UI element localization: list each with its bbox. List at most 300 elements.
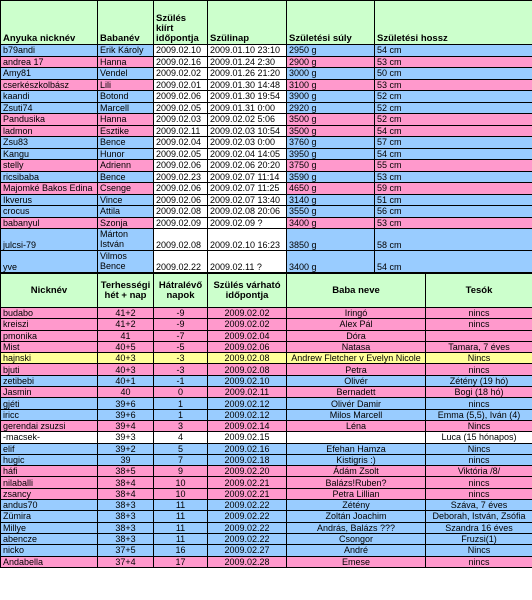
birth-cell[interactable]: 2009.02.11 ? bbox=[208, 251, 287, 273]
expecting-cell[interactable]: 39+3 bbox=[98, 432, 154, 443]
expecting-cell[interactable]: Zoltán Joachim bbox=[287, 511, 426, 522]
birth-cell[interactable]: 2009.02.06 bbox=[154, 91, 208, 103]
expecting-cell[interactable]: 2009.02.20 bbox=[208, 466, 287, 477]
expecting-cell[interactable]: háfi bbox=[1, 466, 98, 477]
birth-cell[interactable]: 2009.01.30 19:54 bbox=[208, 91, 287, 103]
birth-cell[interactable]: Hanna bbox=[98, 114, 154, 126]
expecting-cell[interactable]: 2009.02.08 bbox=[208, 364, 287, 375]
birth-row bbox=[1, 45, 532, 57]
birth-cell[interactable]: 3900 g bbox=[287, 91, 375, 103]
expecting-row bbox=[1, 454, 532, 465]
birth-row bbox=[1, 125, 532, 137]
expecting-cell[interactable]: 38+3 bbox=[98, 522, 154, 533]
expecting-cell[interactable]: gjéti bbox=[1, 398, 98, 409]
expecting-cell[interactable]: 2009.02.02 bbox=[208, 319, 287, 330]
expecting-cell[interactable]: 39+6 bbox=[98, 398, 154, 409]
birth-cell[interactable]: 51 cm bbox=[375, 194, 532, 206]
birth-cell[interactable]: Csenge bbox=[98, 183, 154, 195]
birth-cell[interactable]: Hanna bbox=[98, 56, 154, 68]
expecting-cell[interactable]: Petra Lillian bbox=[287, 488, 426, 499]
expecting-cell[interactable]: 2009.02.21 bbox=[208, 488, 287, 499]
birth-row bbox=[1, 160, 532, 172]
expecting-cell[interactable]: Luca (15 hónapos) bbox=[426, 432, 532, 443]
birth-cell[interactable]: Pandusika bbox=[1, 114, 98, 126]
expecting-row bbox=[1, 443, 532, 454]
expecting-cell[interactable]: Deborah, István, Zsófia bbox=[426, 511, 532, 522]
expecting-cell[interactable]: 40+1 bbox=[98, 375, 154, 386]
birth-cell[interactable]: 3550 g bbox=[287, 206, 375, 218]
expecting-cell[interactable]: andus70 bbox=[1, 500, 98, 511]
birth-cell[interactable]: Bence bbox=[98, 137, 154, 149]
birth-cell[interactable]: Amy81 bbox=[1, 68, 98, 80]
expecting-cell[interactable]: nilaballi bbox=[1, 477, 98, 488]
expecting-cell[interactable]: Millye bbox=[1, 522, 98, 533]
expecting-cell[interactable]: 2009.02.12 bbox=[208, 398, 287, 409]
birth-cell[interactable]: cserkészkolbász bbox=[1, 79, 98, 91]
expecting-cell[interactable]: 11 bbox=[154, 500, 208, 511]
birth-cell[interactable]: b79andi bbox=[1, 45, 98, 57]
birth-row bbox=[1, 183, 532, 195]
birth-cell[interactable]: 2009.02.23 bbox=[154, 171, 208, 183]
expecting-row bbox=[1, 477, 532, 488]
expecting-row bbox=[1, 522, 532, 533]
expecting-cell[interactable]: nincs bbox=[426, 364, 532, 375]
births-table bbox=[0, 0, 532, 273]
header-pregnancy-week[interactable]: Terhességi hét + nap bbox=[98, 274, 154, 308]
expecting-cell[interactable]: 11 bbox=[154, 533, 208, 544]
expecting-cell[interactable]: Zétény bbox=[287, 500, 426, 511]
expecting-cell[interactable]: Andabella bbox=[1, 556, 98, 567]
expecting-cell[interactable]: Nincs bbox=[426, 353, 532, 364]
births-body bbox=[1, 45, 532, 273]
expecting-cell[interactable]: Fruzsi(1) bbox=[426, 533, 532, 544]
expecting-cell[interactable]: Nincs bbox=[426, 420, 532, 431]
expecting-cell[interactable]: bjuti bbox=[1, 364, 98, 375]
birth-cell[interactable]: 2009.01.30 14:48 bbox=[208, 79, 287, 91]
birth-cell[interactable]: Vilmos Bence bbox=[98, 251, 154, 273]
birth-cell[interactable]: 3140 g bbox=[287, 194, 375, 206]
births-header-row bbox=[1, 1, 532, 45]
birth-cell[interactable]: 56 cm bbox=[375, 206, 532, 218]
expecting-cell[interactable]: 2009.02.14 bbox=[208, 420, 287, 431]
expecting-cell[interactable]: 2009.02.21 bbox=[208, 477, 287, 488]
expecting-cell[interactable]: nincs bbox=[426, 488, 532, 499]
birth-row bbox=[1, 206, 532, 218]
expecting-cell[interactable]: 37+4 bbox=[98, 556, 154, 567]
expecting-cell[interactable]: Emese bbox=[287, 556, 426, 567]
expecting-cell[interactable]: 40+5 bbox=[98, 341, 154, 352]
expecting-cell[interactable]: 10 bbox=[154, 477, 208, 488]
expecting-cell[interactable]: 2009.02.11 bbox=[208, 387, 287, 398]
expecting-cell[interactable]: 16 bbox=[154, 545, 208, 556]
birth-cell[interactable]: 55 cm bbox=[375, 160, 532, 172]
birth-cell[interactable]: crocus bbox=[1, 206, 98, 218]
birth-cell[interactable]: 2009.01.26 21:20 bbox=[208, 68, 287, 80]
expecting-cell[interactable]: 7 bbox=[154, 454, 208, 465]
expecting-cell[interactable]: 9 bbox=[154, 466, 208, 477]
header-nickname[interactable]: Nicknév bbox=[1, 274, 98, 308]
expecting-cell[interactable]: abencze bbox=[1, 533, 98, 544]
expecting-cell[interactable]: nincs bbox=[426, 308, 532, 319]
birth-cell[interactable]: 3000 g bbox=[287, 68, 375, 80]
expecting-cell[interactable]: zsancy bbox=[1, 488, 98, 499]
expecting-row bbox=[1, 488, 532, 499]
birth-cell[interactable]: 2009.02.03 0:00 bbox=[208, 137, 287, 149]
birth-cell[interactable]: 2009.01.31 0:00 bbox=[208, 102, 287, 114]
expecting-cell[interactable]: Efehan Hamza bbox=[287, 443, 426, 454]
birth-cell[interactable]: Lili bbox=[98, 79, 154, 91]
birth-cell[interactable]: stelly bbox=[1, 160, 98, 172]
expecting-cell[interactable]: 39+6 bbox=[98, 409, 154, 420]
expecting-cell[interactable]: 2009.02.28 bbox=[208, 556, 287, 567]
expecting-cell[interactable]: 37+5 bbox=[98, 545, 154, 556]
expecting-cell[interactable]: Száva, 7 éves bbox=[426, 500, 532, 511]
header-birth-weight[interactable]: Születési súly bbox=[287, 1, 375, 45]
birth-cell[interactable]: Attila bbox=[98, 206, 154, 218]
birth-cell[interactable]: 53 cm bbox=[375, 171, 532, 183]
expecting-cell[interactable]: Ádám Zsolt bbox=[287, 466, 426, 477]
expecting-cell[interactable]: 40 bbox=[98, 387, 154, 398]
birth-row bbox=[1, 68, 532, 80]
birth-row bbox=[1, 56, 532, 68]
expecting-cell[interactable]: 2009.02.27 bbox=[208, 545, 287, 556]
expecting-row bbox=[1, 466, 532, 477]
expecting-cell[interactable]: András, Balázs ??? bbox=[287, 522, 426, 533]
birth-cell[interactable]: 2009.02.09 ? bbox=[208, 217, 287, 229]
birth-cell[interactable]: andrea 17 bbox=[1, 56, 98, 68]
expecting-cell[interactable]: Petra bbox=[287, 364, 426, 375]
expecting-row bbox=[1, 556, 532, 567]
birth-row bbox=[1, 217, 532, 229]
birth-cell[interactable]: 3590 g bbox=[287, 171, 375, 183]
birth-row bbox=[1, 79, 532, 91]
expecting-cell[interactable]: Balázs!Ruben? bbox=[287, 477, 426, 488]
expecting-cell[interactable]: zetibebi bbox=[1, 375, 98, 386]
expecting-cell[interactable]: 2009.02.04 bbox=[208, 330, 287, 341]
header-due-date[interactable]: Szülés kiírt időpontja bbox=[154, 1, 208, 45]
birth-row bbox=[1, 114, 532, 126]
expecting-cell[interactable]: Zümira bbox=[1, 511, 98, 522]
birth-cell[interactable]: ricsibaba bbox=[1, 171, 98, 183]
birth-cell[interactable]: 2009.02.08 20:06 bbox=[208, 206, 287, 218]
expecting-row bbox=[1, 364, 532, 375]
expecting-cell[interactable]: -5 bbox=[154, 341, 208, 352]
expecting-cell[interactable]: Mist bbox=[1, 341, 98, 352]
expecting-cell[interactable]: elif bbox=[1, 443, 98, 454]
expecting-cell[interactable]: hugic bbox=[1, 454, 98, 465]
birth-cell[interactable]: 53 cm bbox=[375, 79, 532, 91]
birth-cell[interactable]: 2009.02.03 bbox=[154, 114, 208, 126]
expecting-cell[interactable]: 1 bbox=[154, 409, 208, 420]
birth-cell[interactable]: 2009.01.10 23:10 bbox=[208, 45, 287, 57]
birth-cell[interactable]: Bence bbox=[98, 171, 154, 183]
expecting-cell[interactable]: Emma (5,5), Iván (4) bbox=[426, 409, 532, 420]
expecting-cell[interactable]: Zétény (19 hó) bbox=[426, 375, 532, 386]
birth-cell[interactable]: Ikverus bbox=[1, 194, 98, 206]
birth-cell[interactable]: 2009.02.04 bbox=[154, 137, 208, 149]
expecting-cell[interactable]: 17 bbox=[154, 556, 208, 567]
birth-cell[interactable]: Marcell bbox=[98, 102, 154, 114]
expecting-cell[interactable]: iricc bbox=[1, 409, 98, 420]
birth-cell[interactable]: 3760 g bbox=[287, 137, 375, 149]
birth-cell[interactable]: 2009.02.11 bbox=[154, 125, 208, 137]
birth-cell[interactable]: 58 cm bbox=[375, 229, 532, 251]
birth-cell[interactable]: 2009.02.06 bbox=[154, 160, 208, 172]
expecting-cell[interactable]: -9 bbox=[154, 308, 208, 319]
birth-cell[interactable]: 57 cm bbox=[375, 137, 532, 149]
expecting-cell[interactable]: -7 bbox=[154, 330, 208, 341]
birth-cell[interactable]: 52 cm bbox=[375, 91, 532, 103]
expecting-cell[interactable]: 0 bbox=[154, 387, 208, 398]
header-birthday[interactable]: Szülinap bbox=[208, 1, 287, 45]
expecting-cell[interactable]: -3 bbox=[154, 353, 208, 364]
birth-cell[interactable]: 2009.02.10 16:23 bbox=[208, 229, 287, 251]
birth-cell[interactable]: Zsu83 bbox=[1, 137, 98, 149]
expecting-cell[interactable]: nincs bbox=[426, 454, 532, 465]
expecting-cell[interactable]: -1 bbox=[154, 375, 208, 386]
expecting-cell[interactable]: 39 bbox=[98, 454, 154, 465]
expecting-cell[interactable]: Olivér bbox=[287, 375, 426, 386]
expecting-cell[interactable]: 40+3 bbox=[98, 364, 154, 375]
birth-cell[interactable]: 2009.02.16 bbox=[154, 56, 208, 68]
expecting-cell[interactable]: 2009.02.18 bbox=[208, 454, 287, 465]
expecting-row bbox=[1, 545, 532, 556]
birth-cell[interactable]: 4650 g bbox=[287, 183, 375, 195]
expecting-cell[interactable]: 2009.02.22 bbox=[208, 522, 287, 533]
expecting-cell[interactable]: 38+3 bbox=[98, 500, 154, 511]
expecting-cell[interactable]: Milos Marcell bbox=[287, 409, 426, 420]
expecting-cell[interactable]: Jasmin bbox=[1, 387, 98, 398]
birth-cell[interactable]: Hunor bbox=[98, 148, 154, 160]
expecting-cell[interactable]: 2009.02.15 bbox=[208, 432, 287, 443]
expecting-cell[interactable]: 39+2 bbox=[98, 443, 154, 454]
birth-cell[interactable]: Szonja bbox=[98, 217, 154, 229]
expecting-cell[interactable]: -macsek- bbox=[1, 432, 98, 443]
expecting-row bbox=[1, 409, 532, 420]
expecting-cell[interactable]: Nincs bbox=[426, 545, 532, 556]
birth-cell[interactable]: kaandi bbox=[1, 91, 98, 103]
expecting-cell[interactable]: 2009.02.22 bbox=[208, 511, 287, 522]
birth-cell[interactable]: 2009.02.01 bbox=[154, 79, 208, 91]
birth-cell[interactable]: 52 cm bbox=[375, 102, 532, 114]
birth-cell[interactable]: 2009.02.07 13:40 bbox=[208, 194, 287, 206]
birth-cell[interactable]: 2009.01.24 2:30 bbox=[208, 56, 287, 68]
expecting-cell[interactable]: 38+4 bbox=[98, 488, 154, 499]
birth-cell[interactable]: ladmon bbox=[1, 125, 98, 137]
header-birth-length[interactable]: Születési hossz bbox=[375, 1, 532, 45]
expecting-cell[interactable]: 11 bbox=[154, 511, 208, 522]
expecting-cell[interactable]: 39+4 bbox=[98, 420, 154, 431]
birth-cell[interactable]: julcsi-79 bbox=[1, 229, 98, 251]
birth-cell[interactable]: 2900 g bbox=[287, 56, 375, 68]
birth-cell[interactable]: 3950 g bbox=[287, 148, 375, 160]
expecting-cell[interactable]: Viktória /8/ bbox=[426, 466, 532, 477]
expecting-row bbox=[1, 398, 532, 409]
expecting-cell[interactable]: 1 bbox=[154, 398, 208, 409]
header-days-left[interactable]: Hátralévő napok bbox=[154, 274, 208, 308]
expecting-cell[interactable]: Szandra 16 éves bbox=[426, 522, 532, 533]
expecting-cell[interactable]: nincs bbox=[426, 319, 532, 330]
birth-cell[interactable]: 52 cm bbox=[375, 114, 532, 126]
expecting-cell[interactable]: budabo bbox=[1, 308, 98, 319]
expecting-row bbox=[1, 341, 532, 352]
expecting-cell[interactable]: Olivér Damir bbox=[287, 398, 426, 409]
expecting-row bbox=[1, 308, 532, 319]
expecting-cell[interactable]: Léna bbox=[287, 420, 426, 431]
expecting-cell[interactable]: kreiszi bbox=[1, 319, 98, 330]
expecting-cell[interactable]: 2009.02.06 bbox=[208, 341, 287, 352]
expecting-cell[interactable]: 10 bbox=[154, 488, 208, 499]
expecting-row bbox=[1, 432, 532, 443]
expecting-cell[interactable]: 2009.02.22 bbox=[208, 500, 287, 511]
expecting-cell[interactable]: 41+2 bbox=[98, 319, 154, 330]
birth-cell[interactable]: Erik Károly bbox=[98, 45, 154, 57]
birth-cell[interactable]: 2009.02.06 bbox=[154, 183, 208, 195]
birth-cell[interactable]: Zsuti74 bbox=[1, 102, 98, 114]
expecting-cell[interactable]: Bogi (18 hó) bbox=[426, 387, 532, 398]
birth-cell[interactable]: 2009.02.10 bbox=[154, 45, 208, 57]
expecting-cell[interactable]: 5 bbox=[154, 443, 208, 454]
header-expected-date[interactable]: Szülés várható időpontja bbox=[208, 274, 287, 308]
expecting-cell[interactable]: 4 bbox=[154, 432, 208, 443]
birth-cell[interactable]: 3100 g bbox=[287, 79, 375, 91]
birth-cell[interactable]: 54 cm bbox=[375, 148, 532, 160]
expecting-row bbox=[1, 420, 532, 431]
birth-cell[interactable]: babanyul bbox=[1, 217, 98, 229]
birth-cell[interactable]: 2009.02.07 11:25 bbox=[208, 183, 287, 195]
expecting-row bbox=[1, 319, 532, 330]
expecting-row bbox=[1, 533, 532, 544]
header-baby-name[interactable]: Babanév bbox=[98, 1, 154, 45]
birth-cell[interactable]: Majomké Bakos Edina bbox=[1, 183, 98, 195]
birth-cell[interactable]: 2009.02.02 5:06 bbox=[208, 114, 287, 126]
birth-cell[interactable]: 54 cm bbox=[375, 125, 532, 137]
expecting-cell[interactable]: Natasa bbox=[287, 341, 426, 352]
birth-cell[interactable]: Kangu bbox=[1, 148, 98, 160]
birth-cell[interactable]: Adrienn bbox=[98, 160, 154, 172]
birth-row bbox=[1, 229, 532, 251]
birth-cell[interactable]: Vince bbox=[98, 194, 154, 206]
birth-cell[interactable]: 53 cm bbox=[375, 217, 532, 229]
birth-cell[interactable]: Vendel bbox=[98, 68, 154, 80]
expecting-cell[interactable]: 2009.02.02 bbox=[208, 308, 287, 319]
birth-row bbox=[1, 194, 532, 206]
expecting-cell[interactable]: nincs bbox=[426, 477, 532, 488]
expecting-cell[interactable]: André bbox=[287, 545, 426, 556]
birth-cell[interactable]: 3400 g bbox=[287, 217, 375, 229]
expecting-cell[interactable]: gerendai zsuzsi bbox=[1, 420, 98, 431]
birth-cell[interactable]: 3500 g bbox=[287, 114, 375, 126]
expecting-cell[interactable]: pmonika bbox=[1, 330, 98, 341]
birth-cell[interactable]: 2009.02.06 bbox=[154, 194, 208, 206]
birth-cell[interactable]: 2009.02.09 bbox=[154, 217, 208, 229]
birth-cell[interactable]: 2009.02.03 10:54 bbox=[208, 125, 287, 137]
birth-row bbox=[1, 91, 532, 103]
expecting-cell[interactable]: 2009.02.16 bbox=[208, 443, 287, 454]
header-mother-nickname[interactable]: Anyuka nicknév bbox=[1, 1, 98, 45]
birth-cell[interactable]: 2009.02.22 bbox=[154, 251, 208, 273]
birth-cell[interactable]: 50 cm bbox=[375, 68, 532, 80]
expecting-cell[interactable]: nincs bbox=[426, 398, 532, 409]
expecting-cell[interactable]: 11 bbox=[154, 522, 208, 533]
birth-cell[interactable]: 2009.02.08 bbox=[154, 206, 208, 218]
header-baby-name-2[interactable]: Baba neve bbox=[287, 274, 426, 308]
expecting-cell[interactable]: 3 bbox=[154, 420, 208, 431]
birth-cell[interactable]: 3850 g bbox=[287, 229, 375, 251]
expecting-cell[interactable]: -3 bbox=[154, 364, 208, 375]
expecting-row bbox=[1, 375, 532, 386]
expecting-cell[interactable]: Tamara, 7 éves bbox=[426, 341, 532, 352]
birth-cell[interactable]: 2009.02.05 bbox=[154, 148, 208, 160]
expecting-cell[interactable]: Dóra bbox=[287, 330, 426, 341]
birth-cell[interactable]: 2009.02.04 14:05 bbox=[208, 148, 287, 160]
expecting-cell[interactable] bbox=[287, 432, 426, 443]
expecting-row bbox=[1, 330, 532, 341]
expecting-cell[interactable]: Bernadett bbox=[287, 387, 426, 398]
birth-cell[interactable]: 54 cm bbox=[375, 45, 532, 57]
expecting-header-row bbox=[1, 274, 532, 308]
expecting-cell[interactable]: 38+3 bbox=[98, 533, 154, 544]
expecting-cell[interactable]: nicko bbox=[1, 545, 98, 556]
expecting-cell[interactable]: Alex Pál bbox=[287, 319, 426, 330]
header-siblings[interactable]: Tesók bbox=[426, 274, 532, 308]
expecting-cell[interactable]: Iringó bbox=[287, 308, 426, 319]
birth-cell[interactable]: 3750 g bbox=[287, 160, 375, 172]
birth-cell[interactable]: 53 cm bbox=[375, 56, 532, 68]
expecting-cell[interactable]: 2009.02.10 bbox=[208, 375, 287, 386]
expecting-cell[interactable]: 41 bbox=[98, 330, 154, 341]
birth-cell[interactable]: 2009.02.07 11:14 bbox=[208, 171, 287, 183]
expecting-body bbox=[1, 308, 532, 568]
birth-cell[interactable]: 2009.02.06 20:20 bbox=[208, 160, 287, 172]
birth-cell[interactable]: Esztike bbox=[98, 125, 154, 137]
expecting-cell[interactable]: 2009.02.12 bbox=[208, 409, 287, 420]
expecting-cell[interactable]: nincs bbox=[426, 556, 532, 567]
expecting-cell[interactable]: Nincs bbox=[426, 443, 532, 454]
expecting-row bbox=[1, 511, 532, 522]
birth-cell[interactable]: 59 cm bbox=[375, 183, 532, 195]
birth-cell[interactable]: 2950 g bbox=[287, 45, 375, 57]
expecting-cell[interactable] bbox=[426, 330, 532, 341]
birth-cell[interactable]: 2920 g bbox=[287, 102, 375, 114]
expecting-cell[interactable]: 38+5 bbox=[98, 466, 154, 477]
birth-cell[interactable]: 54 cm bbox=[375, 251, 532, 273]
expecting-cell[interactable]: 2009.02.08 bbox=[208, 353, 287, 364]
birth-cell[interactable]: Botond bbox=[98, 91, 154, 103]
birth-cell[interactable]: Márton István bbox=[98, 229, 154, 251]
birth-row bbox=[1, 171, 532, 183]
expecting-cell[interactable]: 38+3 bbox=[98, 511, 154, 522]
birth-cell[interactable]: 2009.02.02 bbox=[154, 68, 208, 80]
birth-row bbox=[1, 102, 532, 114]
expecting-cell[interactable]: hajnski bbox=[1, 353, 98, 364]
expecting-cell[interactable]: -9 bbox=[154, 319, 208, 330]
birth-cell[interactable]: 2009.02.05 bbox=[154, 102, 208, 114]
expecting-row bbox=[1, 353, 532, 364]
expecting-cell[interactable]: 40+3 bbox=[98, 353, 154, 364]
expecting-cell[interactable]: Kistigris :) bbox=[287, 454, 426, 465]
birth-cell[interactable]: 2009.02.08 bbox=[154, 229, 208, 251]
expecting-cell[interactable]: 2009.02.22 bbox=[208, 533, 287, 544]
expecting-cell[interactable]: 41+2 bbox=[98, 308, 154, 319]
birth-cell[interactable]: 3400 g bbox=[287, 251, 375, 273]
expecting-cell[interactable]: Andrew Fletcher v Evelyn Nicole bbox=[287, 353, 426, 364]
birth-cell[interactable]: 3500 g bbox=[287, 125, 375, 137]
expecting-cell[interactable]: Csongor bbox=[287, 533, 426, 544]
expecting-cell[interactable]: 38+4 bbox=[98, 477, 154, 488]
expecting-row bbox=[1, 500, 532, 511]
birth-cell[interactable]: yve bbox=[1, 251, 98, 273]
